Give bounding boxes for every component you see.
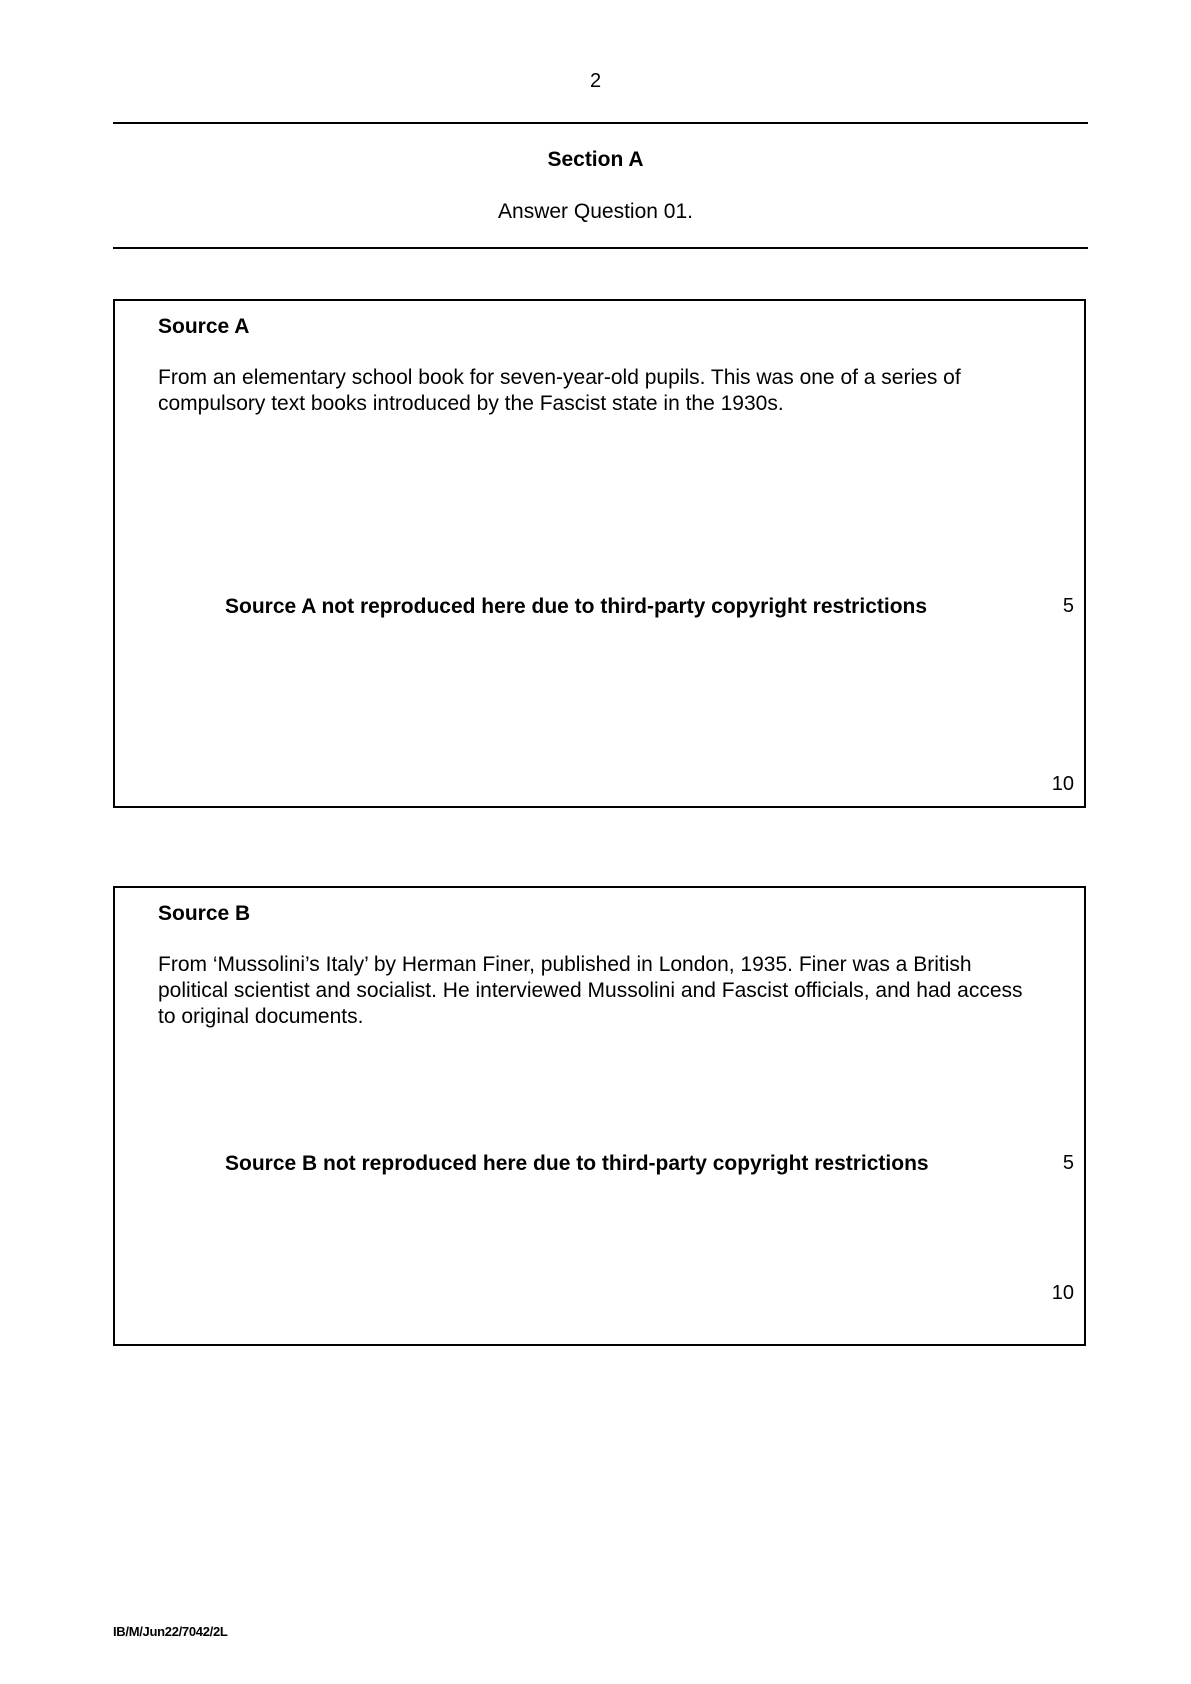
- page-number: 2: [589, 70, 602, 92]
- source-a-intro: From an elementary school book for seven-year-old pupils. This was one of a series of compulsory text books introduced by the Fascist state in the 1930s.: [158, 366, 961, 415]
- source-b-heading: Source B: [158, 902, 251, 925]
- footer-paper-code: IB/M/Jun22/7042/2L: [113, 1624, 228, 1639]
- source-a-line-marker-5: 5: [1062, 595, 1074, 617]
- source-b-intro: From ‘Mussolini’s Italy’ by Herman Finer, published in London, 1935. Finer was a British political scientist and socialist. He interviewed Mussolini and Fascist officials, and had access to original documents.: [158, 953, 1023, 1028]
- source-a-box: [113, 299, 1086, 808]
- source-b-copyright-note: Source B not reproduced here due to third-party copyright restrictions: [225, 1152, 929, 1175]
- source-a-heading: Source A: [158, 315, 250, 338]
- source-a-line-marker-10: 10: [1051, 773, 1074, 795]
- bottom-divider: [113, 247, 1088, 249]
- top-divider: [113, 122, 1088, 124]
- section-instruction: Answer Question 01.: [498, 200, 693, 223]
- section-title: Section A: [547, 148, 644, 171]
- source-a-copyright-note: Source A not reproduced here due to third-party copyright restrictions: [225, 595, 928, 618]
- source-b-box: [113, 886, 1086, 1346]
- source-b-line-marker-10: 10: [1051, 1282, 1074, 1304]
- source-b-line-marker-5: 5: [1062, 1152, 1074, 1174]
